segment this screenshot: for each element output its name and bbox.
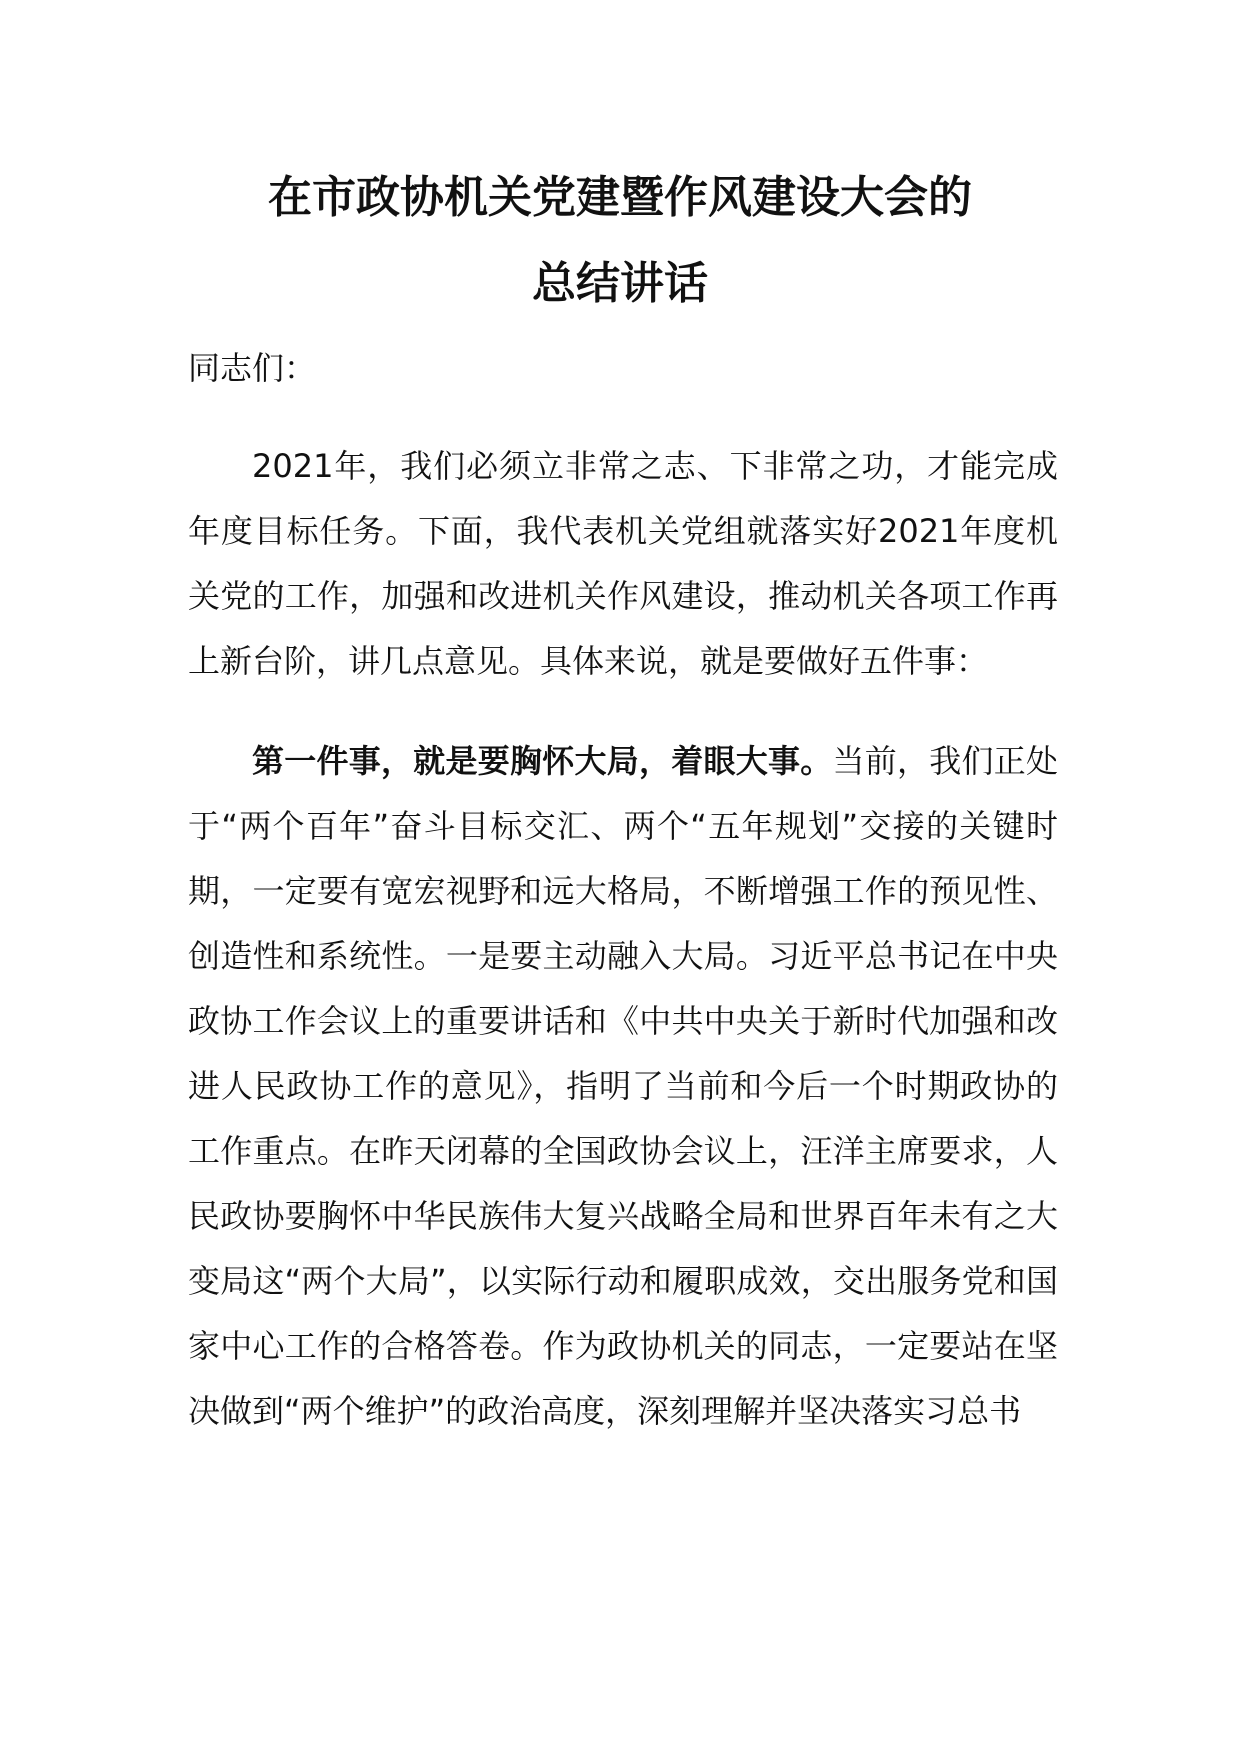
document-title-line-2: 总结讲话 (532, 258, 708, 309)
paragraph-2-body: 当前，我们正处于“两个百年”奋斗目标交汇、两个“五年规划”交接的关键时期，一定要有宽宏视野和远大格局，不断增强工作的预见性、创造性和系统性。一是要主动融入大局。习近平总书记在中央政协工作会议上的重要讲话和《中共中央关于新时代加强和改进人民政协工作的意见》，指明了当前和今后一个时期政协的工作重点。在昨天闭幕的全国政协会议上，汪洋主席要求，人民政协要胸怀中华民族伟大复兴战略全局和世界百年未有之大变局这“两个大局”，以实际行动和履职成效，交出服务党和国家中心工作的合格答卷。作为政协机关的同志，一定要站在坚决做到“两个维护”的政治高度，深刻理解并坚决落实习总书 (188, 742, 1058, 1430)
document-body (188, 336, 1058, 1444)
paragraph-2 (188, 729, 1058, 1444)
document-title-line-1: 在市政协机关党建暨作风建设大会的 (268, 172, 972, 223)
paragraph-2-lead: 第一件事，就是要胸怀大局，着眼大事。 (252, 742, 833, 780)
paragraph-1: 2021年，我们必须立非常之志、下非常之功，才能完成年度目标任务。下面，我代表机关党组就落实好2021年度机关党的工作，加强和改进机关作风建设，推动机关各项工作再上新台阶，讲几点意见。具体来说，就是要做好五件事： (188, 447, 1058, 680)
salutation: 同志们： (188, 349, 317, 387)
